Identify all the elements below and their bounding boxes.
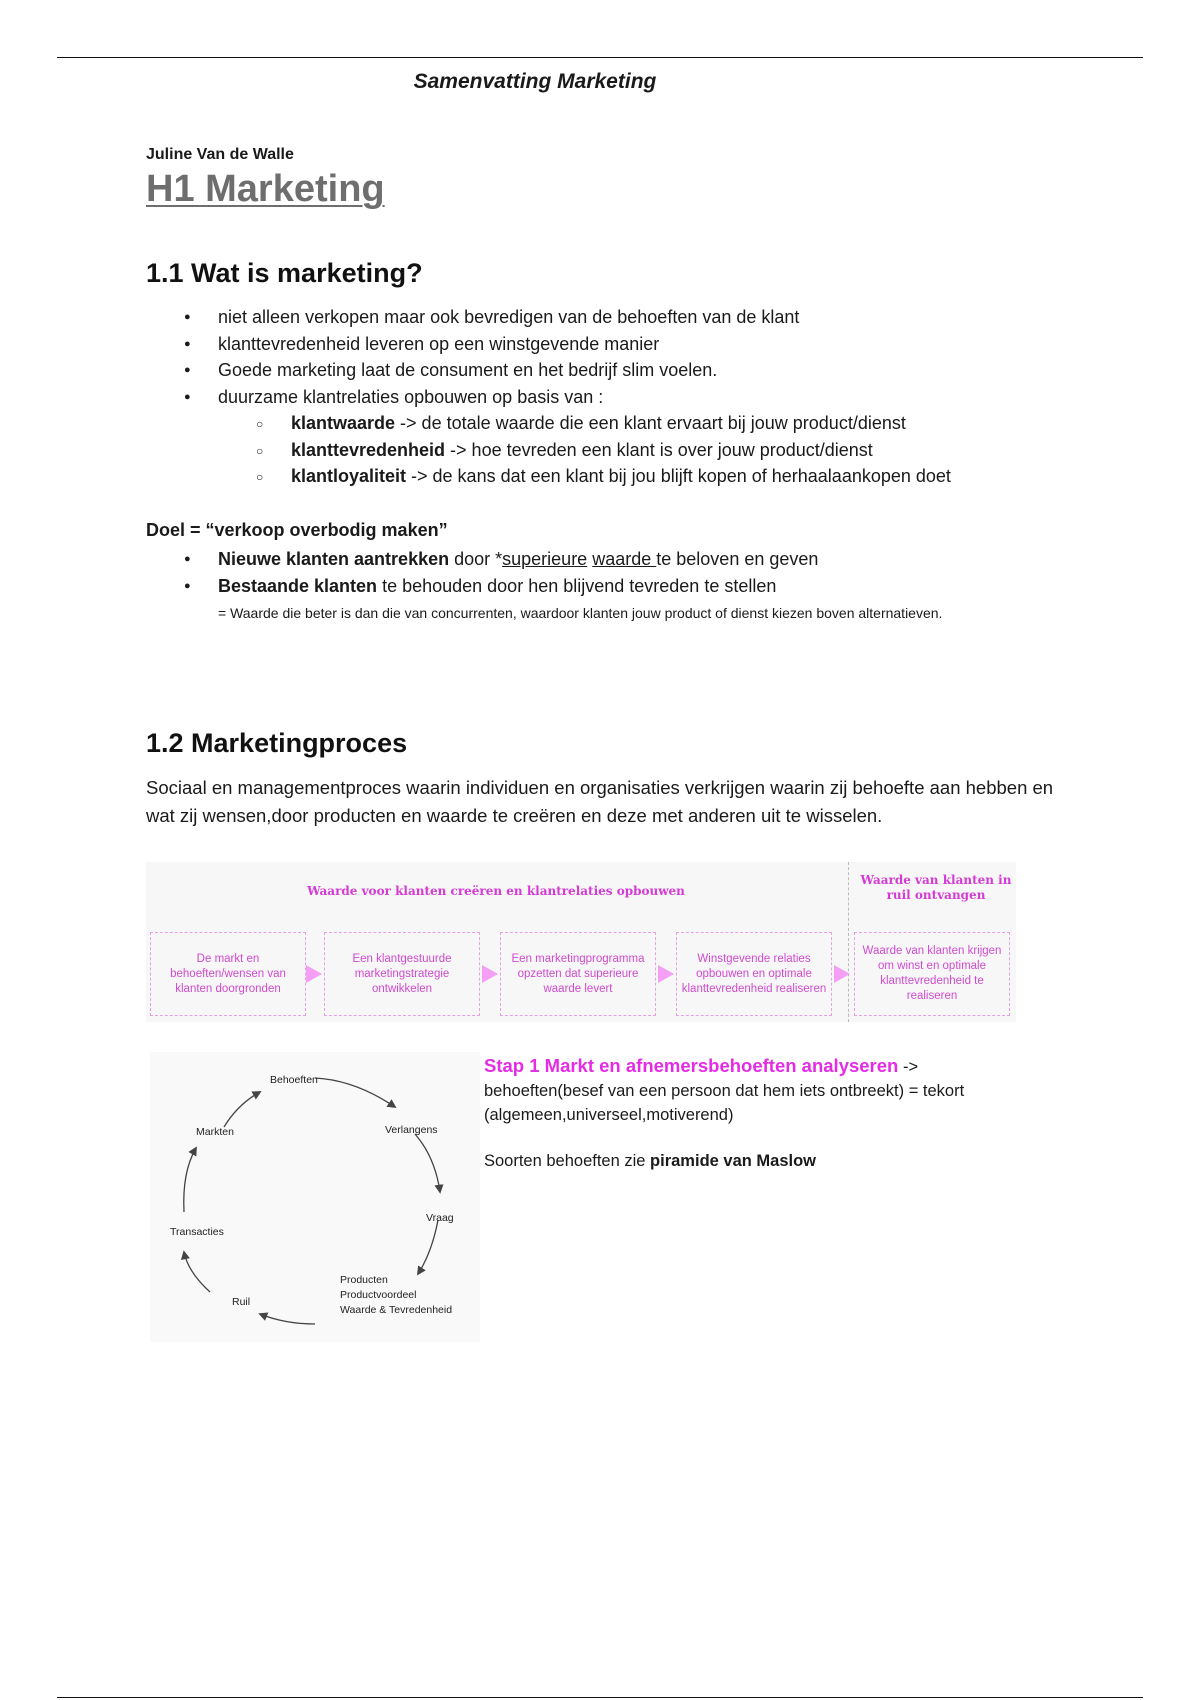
- cycle-label-producten: Producten: [340, 1274, 388, 1286]
- list-item: ● niet alleen verkopen maar ook bevredigen van de behoeften van de klant: [146, 304, 951, 331]
- cycle-arrow: [418, 1220, 438, 1274]
- cycle-label-markten: Markten: [196, 1126, 234, 1138]
- process-header-right: Waarde van klanten in ruil ontvangen: [860, 873, 1012, 902]
- marketing-process-diagram: [146, 862, 1016, 1022]
- goal-statement: Doel = “verkoop overbodig maken”: [146, 520, 448, 540]
- list-item: ● Bestaande klanten te behouden door hen blijvend tevreden te stellen: [146, 573, 818, 600]
- cycle-arrow: [260, 1314, 315, 1324]
- process-step-5: Waarde van klanten krijgen om winst en optimale klanttevredenheid te realiseren: [854, 932, 1010, 1016]
- arrow-right-icon: [306, 965, 322, 983]
- document-header: Samenvatting Marketing: [413, 70, 657, 93]
- bottom-rule: [57, 1697, 1143, 1698]
- cycle-arrow: [315, 1078, 395, 1107]
- author-name: Juline Van de Walle: [146, 146, 294, 163]
- footnote: = Waarde die beter is dan die van concurrenten, waardoor klanten jouw product of dienst kiezen boven alternatieven.: [218, 605, 943, 621]
- cycle-label-verlangens: Verlangens: [385, 1124, 438, 1136]
- cycle-label-vraag: Vraag: [426, 1212, 454, 1224]
- process-divider: [848, 862, 849, 1022]
- process-step-4: Winstgevende relaties opbouwen en optimale klanttevredenheid realiseren: [676, 932, 832, 1016]
- step-1-text: behoeften(besef van een persoon dat hem iets ontbreekt) = tekort (algemeen,universeel,motiverend): [484, 1082, 965, 1124]
- goal-bullets: [146, 546, 818, 599]
- step-1-description: Stap 1 Markt en afnemersbehoeften analyseren -> behoeften(besef van een persoon dat hem iets ontbreekt) = tekort (algemeen,universeel,motiverend): [484, 1055, 965, 1124]
- chapter-title: H1 Marketing: [146, 168, 385, 210]
- process-header-left: Waarde voor klanten creëren en klantrelaties opbouwen: [307, 884, 685, 898]
- cycle-label-waarde: Waarde & Tevredenheid: [340, 1304, 453, 1316]
- cycle-arrows: [150, 1052, 480, 1342]
- process-step-1: De markt en behoeften/wensen van klanten doorgronden: [150, 932, 306, 1016]
- cycle-label-behoeften: Behoeften: [270, 1074, 318, 1086]
- needs-cycle-diagram: [150, 1052, 480, 1342]
- arrow-right-icon: [482, 965, 498, 983]
- list-item: ● klanttevredenheid leveren op een winstgevende manier: [146, 331, 951, 358]
- section1-bullets: [146, 304, 951, 490]
- arrow-right-icon: [834, 965, 850, 983]
- step-1-title: Stap 1 Markt en afnemersbehoeften analyseren: [484, 1055, 899, 1076]
- cycle-label-ruil: Ruil: [232, 1296, 251, 1308]
- arrow-right-icon: [658, 965, 674, 983]
- top-rule: [57, 57, 1143, 58]
- list-item: ● duurzame klantrelaties opbouwen op basis van :: [146, 384, 951, 411]
- sub-item-klanttevredenheid: ○ klanttevredenheid -> hoe tevreden een klant is over jouw product/dienst: [146, 437, 951, 464]
- section-title-2: 1.2 Marketingproces: [146, 728, 408, 758]
- list-item: ● Nieuwe klanten aantrekken door *superieure waarde te beloven en geven: [146, 546, 818, 573]
- cycle-label-transacties: Transacties: [170, 1226, 224, 1238]
- list-item: ● Goede marketing laat de consument en het bedrijf slim voelen.: [146, 357, 951, 384]
- maslow-reference: Soorten behoeften zie piramide van Maslow: [484, 1152, 817, 1170]
- process-step-2: Een klantgestuurde marketingstrategie ontwikkelen: [324, 932, 480, 1016]
- cycle-arrow: [184, 1148, 196, 1212]
- sub-item-klantloyaliteit: ○ klantloyaliteit -> de kans dat een klant bij jou blijft kopen of herhaalaankopen doet: [146, 463, 951, 490]
- cycle-label-productvoordeel: Productvoordeel: [340, 1289, 417, 1301]
- process-step-3: Een marketingprogramma opzetten dat superieure waarde levert: [500, 932, 656, 1016]
- definition-paragraph: Sociaal en managementproces waarin individuen en organisaties verkrijgen waarin zij behoefte aan hebben en wat zij wensen,door producten en waarde te creëren en deze met anderen uit te wisselen.: [146, 777, 1054, 826]
- sub-item-klantwaarde: ○ klantwaarde -> de totale waarde die een klant ervaart bij jouw product/dienst: [146, 410, 951, 437]
- cycle-arrow: [184, 1252, 210, 1292]
- cycle-arrow: [224, 1092, 260, 1127]
- cycle-arrow: [415, 1134, 440, 1192]
- section-title-1: 1.1 Wat is marketing?: [146, 258, 423, 288]
